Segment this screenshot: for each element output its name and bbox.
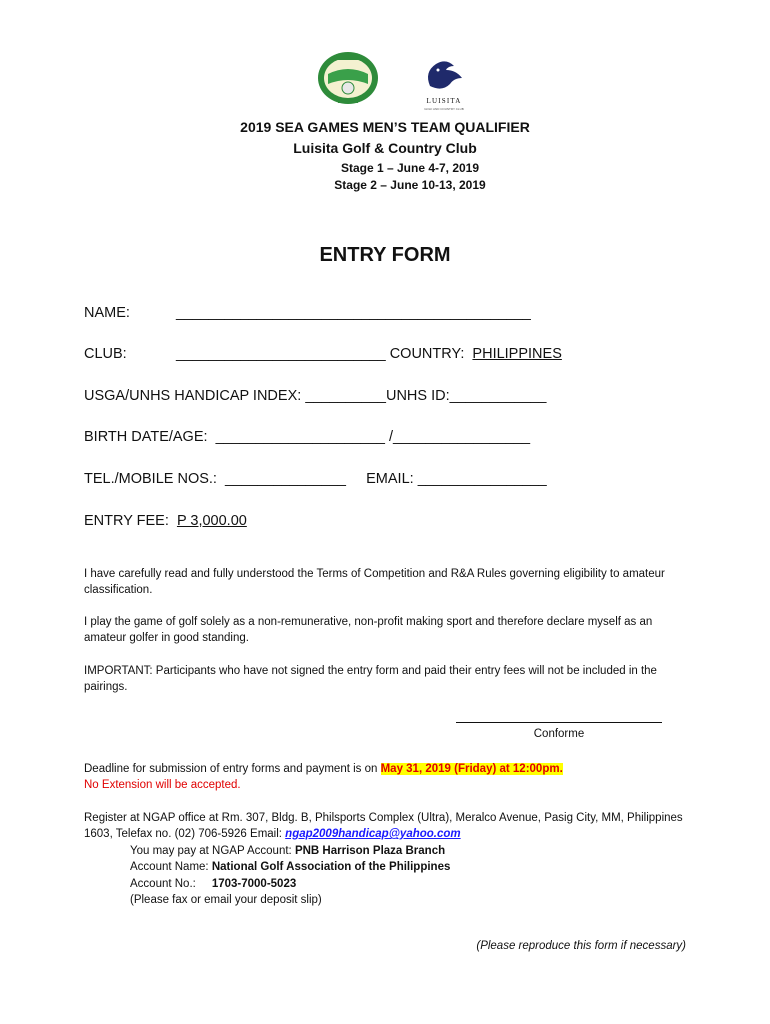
conforme-label: Conforme (533, 728, 585, 740)
luisita-logo (416, 56, 472, 112)
age-separator: / (384, 429, 394, 445)
email-field[interactable]: ________________ (417, 471, 547, 487)
pay-branch: PNB Harrison Plaza Branch (294, 845, 446, 857)
luisita-bird-icon (416, 56, 472, 96)
contact-email-link[interactable]: ngap2009handicap@yahoo.com (285, 828, 461, 840)
age-field[interactable]: _________________ (393, 429, 531, 445)
account-name (130, 859, 450, 875)
handicap-label: USGA/UNHS HANDICAP INDEX: (84, 388, 306, 404)
ngap-seal-logo (316, 50, 380, 106)
deadline-text: Deadline for submission of entry forms and payment is on (84, 763, 381, 775)
account-name-label: Account Name: (130, 861, 212, 873)
eligibility-statement: I have carefully read and fully understood the Terms of Competition and R&A Rules governing eligibility to amateur classification. (84, 568, 665, 596)
unhs-id-label: UNHS ID: (385, 388, 450, 404)
fax-note: (Please fax or email your deposit slip) (130, 894, 322, 906)
birth-date-field[interactable]: _____________________ (215, 429, 385, 445)
club-label: CLUB: (84, 346, 127, 362)
no-extension-note: No Extension will be accepted. (84, 779, 241, 791)
club-field[interactable]: __________________________ (176, 346, 386, 362)
account-number (130, 876, 296, 892)
club-row (84, 346, 562, 362)
tel-label: TEL./MOBILE NOS.: (84, 471, 226, 487)
luisita-wordmark: LUISITA (426, 97, 462, 105)
birth-label: BIRTH DATE/AGE: (84, 429, 216, 445)
handicap-field[interactable]: __________ (305, 388, 386, 404)
pay-label: You may pay at NGAP Account: (130, 845, 295, 857)
club-country-wrap (176, 346, 562, 362)
luisita-subtitle: GOLF AND COUNTRY CLUB (424, 107, 464, 111)
fee-value: P 3,000.00 (176, 513, 247, 529)
signature-line[interactable] (456, 712, 662, 723)
deadline-notice (84, 761, 690, 793)
important-notice: IMPORTANT: Participants who have not signed the entry form and paid their entry fees will not be included in the pairings. (84, 665, 657, 693)
stage-2-date: Stage 2 – June 10-13, 2019 (334, 178, 486, 192)
tel-row (84, 471, 547, 487)
birth-row (84, 429, 530, 445)
email-label: EMAIL: (345, 471, 418, 487)
country-value: PHILIPPINES (472, 346, 562, 362)
name-row (84, 305, 531, 321)
registration-info (84, 810, 690, 842)
country-label: COUNTRY: (385, 346, 473, 362)
fee-label: ENTRY FEE: (84, 513, 177, 529)
register-text: Register at NGAP office at Rm. 307, Bldg. B, Philsports Complex (Ultra), Meralco Avenue, Pasig City, MM, Philippines 1603, Telefax no. (02) 706-5926 Email: (84, 812, 683, 840)
name-label: NAME: (84, 305, 130, 321)
account-no-label: Account No.: (130, 878, 212, 890)
event-title: 2019 SEA GAMES MEN’S TEAM QUALIFIER (240, 119, 530, 135)
tel-field[interactable]: _______________ (225, 471, 346, 487)
amateur-declaration: I play the game of golf solely as a non-remunerative, non-profit making sport and therefore declare myself as an amateur golfer in good standing. (84, 616, 653, 644)
payment-account (130, 843, 445, 859)
name-field[interactable]: ____________________________________________ (176, 305, 531, 321)
unhs-id-field[interactable]: ____________ (449, 388, 547, 404)
fee-row (84, 513, 247, 529)
reproduce-note: (Please reproduce this form if necessary) (476, 940, 686, 952)
handicap-row (84, 388, 546, 404)
venue-name: Luisita Golf & Country Club (293, 140, 477, 156)
account-no-value: 1703-7000-5023 (211, 878, 297, 890)
stage-1-date: Stage 1 – June 4-7, 2019 (340, 161, 480, 175)
logo-bar (0, 50, 770, 112)
form-title: ENTRY FORM (319, 244, 451, 266)
account-name-value: National Golf Association of the Philippines (211, 861, 451, 873)
deadline-date: May 31, 2019 (Friday) at 12:00pm. (380, 763, 563, 775)
